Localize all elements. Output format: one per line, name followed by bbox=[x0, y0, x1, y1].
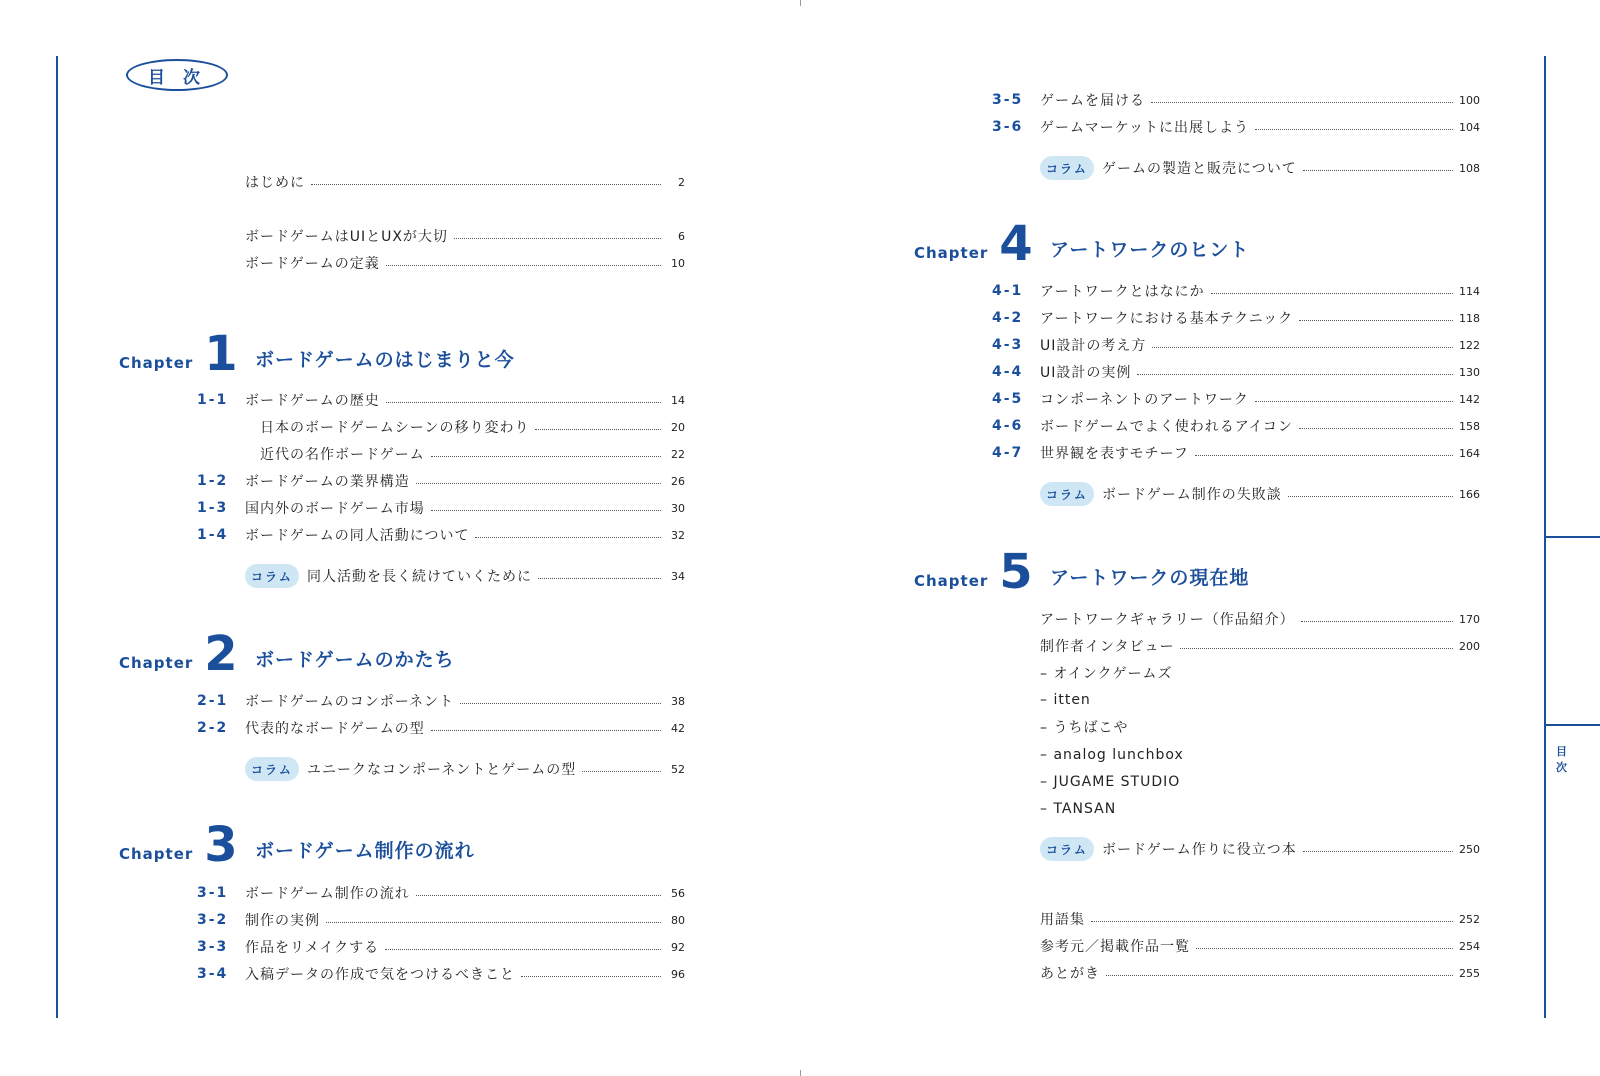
entry-page: 250 bbox=[1459, 842, 1480, 856]
dot-leader bbox=[1211, 293, 1453, 294]
chapter-heading[interactable] bbox=[914, 216, 1250, 272]
section-number: 4-5 bbox=[992, 391, 1024, 407]
entry-title: ボードゲーム制作の失敗談 bbox=[1102, 487, 1282, 503]
entry-title: ゲームマーケットに出展しよう bbox=[1040, 120, 1250, 136]
interviewee-item: – TANSAN bbox=[1040, 801, 1117, 817]
chapter-heading[interactable] bbox=[119, 817, 475, 873]
entry-page: 96 bbox=[671, 967, 685, 981]
toc-column-entry[interactable] bbox=[245, 758, 685, 780]
entry-title: 作品をリメイクする bbox=[245, 940, 380, 956]
entry-title: 近代の名作ボードゲーム bbox=[260, 447, 425, 463]
entry-title: 日本のボードゲームシーンの移り変わり bbox=[260, 420, 530, 436]
entry-page: 52 bbox=[671, 762, 685, 776]
entry-title: アートワークとはなにか bbox=[1040, 284, 1205, 300]
dot-leader bbox=[1196, 948, 1453, 949]
column-tag: コラム bbox=[1040, 156, 1094, 180]
toc-column-entry[interactable] bbox=[245, 565, 685, 587]
entry-title: ゲームの製造と販売について bbox=[1102, 161, 1297, 177]
entry-title: はじめに bbox=[245, 175, 305, 191]
section-number: 4-7 bbox=[992, 445, 1024, 461]
toc-entry[interactable] bbox=[992, 280, 1480, 302]
toc-entry[interactable] bbox=[1040, 935, 1480, 957]
entry-page: 252 bbox=[1459, 912, 1480, 926]
column-tag: コラム bbox=[245, 564, 299, 588]
toc-entry[interactable] bbox=[992, 334, 1480, 356]
chapter-title: アートワークの現在地 bbox=[1050, 567, 1250, 589]
dot-leader bbox=[386, 265, 661, 266]
chapter-title: ボードゲームのはじまりと今 bbox=[255, 349, 515, 371]
entry-title: アートワークにおける基本テクニック bbox=[1040, 311, 1294, 327]
gutter-mark bbox=[800, 0, 801, 6]
section-number: 4-4 bbox=[992, 364, 1024, 380]
toc-entry[interactable] bbox=[1040, 608, 1480, 630]
chapter-title: ボードゲーム制作の流れ bbox=[255, 840, 475, 862]
toc-entry[interactable] bbox=[992, 442, 1480, 464]
entry-page: 38 bbox=[671, 694, 685, 708]
entry-title: 制作の実例 bbox=[245, 913, 320, 929]
dot-leader bbox=[431, 510, 661, 511]
entry-page: 142 bbox=[1459, 392, 1480, 406]
entry-page: 200 bbox=[1459, 639, 1480, 653]
dot-leader bbox=[386, 402, 661, 403]
entry-title: ボードゲームでよく使われるアイコン bbox=[1040, 419, 1293, 435]
toc-entry[interactable] bbox=[992, 388, 1480, 410]
chapter-label: Chapter bbox=[914, 572, 989, 590]
section-number: 4-2 bbox=[992, 310, 1024, 326]
dot-leader bbox=[1255, 129, 1453, 130]
dot-leader bbox=[454, 238, 661, 239]
entry-title: 参考元／掲載作品一覧 bbox=[1040, 939, 1190, 955]
dot-leader bbox=[521, 976, 661, 977]
entry-page: 100 bbox=[1459, 93, 1480, 107]
section-number: 1-4 bbox=[197, 527, 229, 543]
dot-leader bbox=[1195, 455, 1453, 456]
dot-leader bbox=[535, 429, 661, 430]
entry-page: 26 bbox=[671, 474, 685, 488]
toc-entry-intro[interactable] bbox=[245, 171, 685, 193]
interviewee-item: – analog lunchbox bbox=[1040, 747, 1184, 763]
section-number: 3-1 bbox=[197, 885, 229, 901]
dot-leader bbox=[416, 895, 661, 896]
entry-page: 30 bbox=[671, 501, 685, 515]
toc-badge: 目 次 bbox=[126, 59, 228, 91]
chapter-number: 4 bbox=[999, 216, 1033, 272]
section-number: 3-6 bbox=[992, 119, 1024, 135]
toc-entry[interactable] bbox=[197, 690, 685, 712]
toc-entry[interactable] bbox=[1040, 635, 1480, 657]
entry-page: 254 bbox=[1459, 939, 1480, 953]
section-number: 4-1 bbox=[992, 283, 1024, 299]
interviewee-item: – itten bbox=[1040, 692, 1091, 708]
dot-leader bbox=[1151, 102, 1453, 103]
entry-title: 同人活動を長く続けていくために bbox=[307, 569, 532, 585]
chapter-heading[interactable] bbox=[119, 626, 455, 682]
entry-page: 130 bbox=[1459, 365, 1480, 379]
dot-leader bbox=[1288, 496, 1453, 497]
entry-page: 32 bbox=[671, 528, 685, 542]
tab-divider bbox=[1544, 536, 1600, 538]
entry-page: 34 bbox=[671, 569, 685, 583]
entry-title: ゲームを届ける bbox=[1040, 93, 1145, 109]
dot-leader bbox=[1303, 170, 1453, 171]
chapter-title: アートワークのヒント bbox=[1050, 239, 1250, 261]
toc-entry[interactable] bbox=[197, 909, 685, 931]
thumb-index-tab[interactable] bbox=[1556, 744, 1586, 776]
entry-page: 14 bbox=[671, 393, 685, 407]
section-number: 1-2 bbox=[197, 473, 229, 489]
dot-leader bbox=[1091, 921, 1453, 922]
toc-entry[interactable] bbox=[992, 116, 1480, 138]
section-number: 3-5 bbox=[992, 92, 1024, 108]
toc-entry-intro[interactable] bbox=[245, 252, 685, 274]
entry-title: UI設計の実例 bbox=[1040, 365, 1132, 381]
dot-leader bbox=[582, 771, 661, 772]
entry-title: 用語集 bbox=[1040, 912, 1085, 928]
entry-page: 255 bbox=[1459, 966, 1480, 980]
chapter-number: 5 bbox=[999, 544, 1033, 600]
section-number: 3-4 bbox=[197, 966, 229, 982]
dot-leader bbox=[416, 483, 661, 484]
dot-leader bbox=[1299, 320, 1453, 321]
dot-leader bbox=[385, 949, 661, 950]
dot-leader bbox=[311, 184, 661, 185]
dot-leader bbox=[460, 703, 661, 704]
toc-entry[interactable] bbox=[197, 936, 685, 958]
entry-title: ボードゲームのコンポーネント bbox=[245, 694, 455, 710]
tab-divider bbox=[1544, 724, 1600, 726]
toc-column-entry[interactable] bbox=[1040, 483, 1480, 505]
chapter-heading[interactable] bbox=[119, 326, 515, 382]
entry-page: 80 bbox=[671, 913, 685, 927]
section-number: 4-3 bbox=[992, 337, 1024, 353]
entry-page: 104 bbox=[1459, 120, 1480, 134]
toc-entry[interactable] bbox=[260, 443, 685, 465]
entry-title: 代表的なボードゲームの型 bbox=[245, 721, 425, 737]
dot-leader bbox=[431, 730, 661, 731]
entry-title: ボードゲームの同人活動について bbox=[245, 528, 470, 544]
entry-title: 入稿データの作成で気をつけるべきこと bbox=[245, 967, 515, 983]
entry-title: 制作者インタビュー bbox=[1040, 639, 1175, 655]
section-number: 1-1 bbox=[197, 392, 229, 408]
entry-title: ボードゲームはUIとUXが大切 bbox=[245, 229, 448, 245]
entry-title: ボードゲーム作りに役立つ本 bbox=[1102, 842, 1297, 858]
entry-page: 170 bbox=[1459, 612, 1480, 626]
entry-title: UI設計の考え方 bbox=[1040, 338, 1147, 354]
entry-page: 22 bbox=[671, 447, 685, 461]
dot-leader bbox=[1303, 851, 1453, 852]
dot-leader bbox=[1106, 975, 1453, 976]
toc-entry[interactable] bbox=[1040, 908, 1480, 930]
toc-entry[interactable] bbox=[197, 963, 685, 985]
column-tag: コラム bbox=[1040, 482, 1094, 506]
toc-entry[interactable] bbox=[197, 524, 685, 546]
toc-entry[interactable] bbox=[1040, 962, 1480, 984]
toc-entry[interactable] bbox=[992, 361, 1480, 383]
entry-title: コンポーネントのアートワーク bbox=[1040, 392, 1249, 408]
interviewee-item: – オインクゲームズ bbox=[1040, 666, 1173, 682]
interviewee-item: – うちばこや bbox=[1040, 720, 1129, 736]
chapter-number: 2 bbox=[204, 626, 238, 682]
dot-leader bbox=[326, 922, 661, 923]
entry-title: アートワークギャラリー（作品紹介） bbox=[1040, 612, 1295, 628]
section-number: 2-1 bbox=[197, 693, 229, 709]
interviewee-item: – JUGAME STUDIO bbox=[1040, 774, 1181, 790]
chapter-label: Chapter bbox=[119, 354, 194, 372]
chapter-label: Chapter bbox=[914, 244, 989, 262]
toc-entry[interactable] bbox=[992, 415, 1480, 437]
entry-title: ボードゲームの定義 bbox=[245, 256, 380, 272]
gutter-mark bbox=[800, 1070, 801, 1076]
toc-entry[interactable] bbox=[197, 497, 685, 519]
entry-page: 42 bbox=[671, 721, 685, 735]
entry-page: 164 bbox=[1459, 446, 1480, 460]
section-number: 4-6 bbox=[992, 418, 1024, 434]
dot-leader bbox=[475, 537, 661, 538]
dot-leader bbox=[1255, 401, 1453, 402]
entry-title: ボードゲームの歴史 bbox=[245, 393, 380, 409]
chapter-number: 1 bbox=[204, 326, 238, 382]
entry-page: 10 bbox=[671, 256, 685, 270]
entry-page: 56 bbox=[671, 886, 685, 900]
entry-page: 2 bbox=[678, 175, 685, 189]
entry-title: ボードゲーム制作の流れ bbox=[245, 886, 410, 902]
right-page bbox=[800, 0, 1600, 1076]
section-number: 2-2 bbox=[197, 720, 229, 736]
toc-entry[interactable] bbox=[197, 389, 685, 411]
dot-leader bbox=[431, 456, 661, 457]
chapter-heading[interactable] bbox=[914, 544, 1250, 600]
chapter-title: ボードゲームのかたち bbox=[255, 649, 455, 671]
entry-title: 国内外のボードゲーム市場 bbox=[245, 501, 425, 517]
toc-entry-intro[interactable] bbox=[245, 225, 685, 247]
dot-leader bbox=[1299, 428, 1453, 429]
entry-page: 6 bbox=[678, 229, 685, 243]
dot-leader bbox=[1301, 621, 1453, 622]
chapter-label: Chapter bbox=[119, 654, 194, 672]
entry-title: ユニークなコンポーネントとゲームの型 bbox=[307, 762, 577, 778]
entry-page: 108 bbox=[1459, 161, 1480, 175]
dot-leader bbox=[1137, 374, 1453, 375]
dot-leader bbox=[538, 578, 661, 579]
thumb-tab-label: 目 次 bbox=[1556, 745, 1567, 774]
column-tag: コラム bbox=[245, 757, 299, 781]
section-number: 3-2 bbox=[197, 912, 229, 928]
entry-page: 122 bbox=[1459, 338, 1480, 352]
toc-entry[interactable] bbox=[197, 470, 685, 492]
section-number: 1-3 bbox=[197, 500, 229, 516]
chapter-label: Chapter bbox=[119, 845, 194, 863]
toc-column-entry[interactable] bbox=[1040, 838, 1480, 860]
section-number: 3-3 bbox=[197, 939, 229, 955]
entry-title: あとがき bbox=[1040, 966, 1100, 982]
toc-entry[interactable] bbox=[197, 882, 685, 904]
chapter-number: 3 bbox=[204, 817, 238, 873]
entry-page: 20 bbox=[671, 420, 685, 434]
entry-page: 118 bbox=[1459, 311, 1480, 325]
entry-title: ボードゲームの業界構造 bbox=[245, 474, 410, 490]
toc-entry[interactable] bbox=[260, 416, 685, 438]
left-margin-rule bbox=[56, 56, 58, 1018]
dot-leader bbox=[1180, 648, 1453, 649]
entry-page: 92 bbox=[671, 940, 685, 954]
entry-page: 158 bbox=[1459, 419, 1480, 433]
toc-column-entry[interactable] bbox=[1040, 157, 1480, 179]
column-tag: コラム bbox=[1040, 837, 1094, 861]
toc-entry[interactable] bbox=[992, 89, 1480, 111]
entry-page: 114 bbox=[1459, 284, 1480, 298]
entry-page: 166 bbox=[1459, 487, 1480, 501]
dot-leader bbox=[1152, 347, 1453, 348]
entry-title: 世界観を表すモチーフ bbox=[1040, 446, 1189, 462]
toc-entry[interactable] bbox=[992, 307, 1480, 329]
toc-entry[interactable] bbox=[197, 717, 685, 739]
